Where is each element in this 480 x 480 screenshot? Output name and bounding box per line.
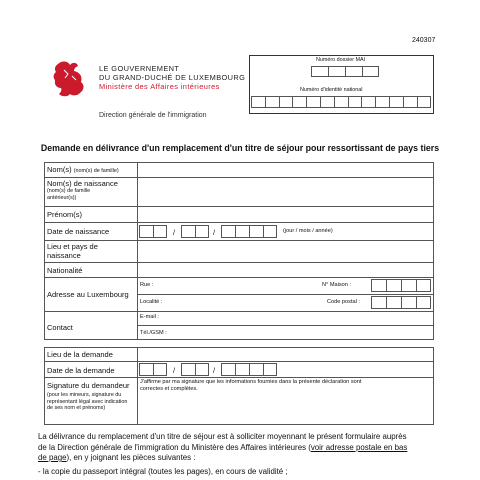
tel-field[interactable]	[172, 326, 433, 339]
birth-year-cells[interactable]	[221, 225, 277, 238]
rue-label: Rue :	[140, 282, 154, 288]
birth-month-cells[interactable]	[181, 225, 209, 238]
government-header	[99, 64, 245, 91]
date-demande-slash-1: /	[173, 366, 176, 375]
nationalite-field[interactable]	[138, 263, 433, 276]
national-id-cells[interactable]	[251, 96, 431, 108]
demande-month-cells[interactable]	[181, 363, 209, 376]
nom-label: Nom(s) (nom(s) de famille)	[47, 165, 119, 174]
direction-name: Direction générale de l'immigration	[99, 112, 207, 119]
signature-label: Signature du demandeur (pour les mineurs, signature du représentant légal avec indication de ses nom et prénoms)	[47, 381, 130, 411]
gov-line1: LE GOUVERNEMENT	[99, 64, 180, 73]
date-naissance-label: Date de naissance	[47, 227, 110, 236]
localite-label: Localité :	[140, 299, 163, 305]
nom-field[interactable]	[138, 163, 433, 176]
instructions-paragraph: La délivrance du remplacement d'un titre de séjour est à solliciter moyennant le présent formulaire auprès de la Direction générale de l'immigration du Ministère des Affaires intérieures (voir adresse postale en bas de page), en y joignant les pièces suivantes : - la copie du passeport intégral (toutes les pages), en cours de validité ;	[38, 432, 408, 476]
nom-naissance-field[interactable]	[138, 178, 433, 205]
demande-year-cells[interactable]	[221, 363, 277, 376]
lieu-naissance-label: Lieu et pays de naissance	[47, 242, 98, 260]
tel-label: Tél./GSM :	[140, 330, 167, 336]
dossier-label: Numéro dossier MAI	[316, 57, 366, 63]
adresse-label: Adresse au Luxembourg	[47, 290, 129, 299]
email-field[interactable]	[166, 312, 433, 324]
form-title: Demande en délivrance d'un remplacement d'un titre de séjour pour ressortissant de pays tiers	[40, 143, 440, 153]
national-id-label: Numéro d'identité national	[300, 87, 363, 93]
ministry-name: Ministère des Affaires intérieures	[99, 82, 220, 91]
postal-address-link-cont[interactable]: de page	[38, 453, 67, 462]
prenom-label: Prénom(s)	[47, 210, 83, 219]
postal-address-link[interactable]: voir adresse postale en bas	[310, 442, 408, 452]
birth-day-cells[interactable]	[139, 225, 167, 238]
date-format-hint: (jour / mois / année)	[283, 228, 333, 234]
date-slash-2: /	[213, 228, 216, 237]
contact-label: Contact	[47, 323, 73, 332]
lieu-demande-label: Lieu de la demande	[47, 350, 113, 359]
prenom-field[interactable]	[138, 207, 433, 221]
maison-cells[interactable]	[371, 279, 431, 292]
form-code: 240307	[412, 37, 436, 44]
code-postal-label: Code postal :	[327, 299, 360, 305]
date-demande-label: Date de la demande	[47, 366, 115, 375]
lieu-demande-field[interactable]	[138, 348, 433, 360]
code-postal-cells[interactable]	[371, 296, 431, 309]
gov-line2: DU GRAND-DUCHÉ DE LUXEMBOURG	[99, 73, 246, 82]
demande-day-cells[interactable]	[139, 363, 167, 376]
rue-field[interactable]	[158, 279, 318, 292]
affirmation-text: J'affirme par ma signature que les informations fournies dans la présente déclaration sont correctes et complètes.	[140, 379, 362, 392]
email-label: E-mail :	[140, 314, 159, 320]
date-slash-1: /	[173, 228, 176, 237]
lieu-naissance-field[interactable]	[138, 241, 433, 261]
signature-field[interactable]	[138, 396, 433, 424]
dossier-number-cells[interactable]	[311, 66, 379, 77]
localite-field[interactable]	[168, 296, 318, 309]
maison-label: N° Maison :	[322, 282, 351, 288]
nationalite-label: Nationalité	[47, 266, 83, 275]
luxembourg-lion-logo-icon	[50, 58, 88, 98]
nom-naissance-label: Nom(s) de naissance (nom(s) de famille antérieur(s))	[47, 179, 118, 201]
date-demande-slash-2: /	[213, 366, 216, 375]
